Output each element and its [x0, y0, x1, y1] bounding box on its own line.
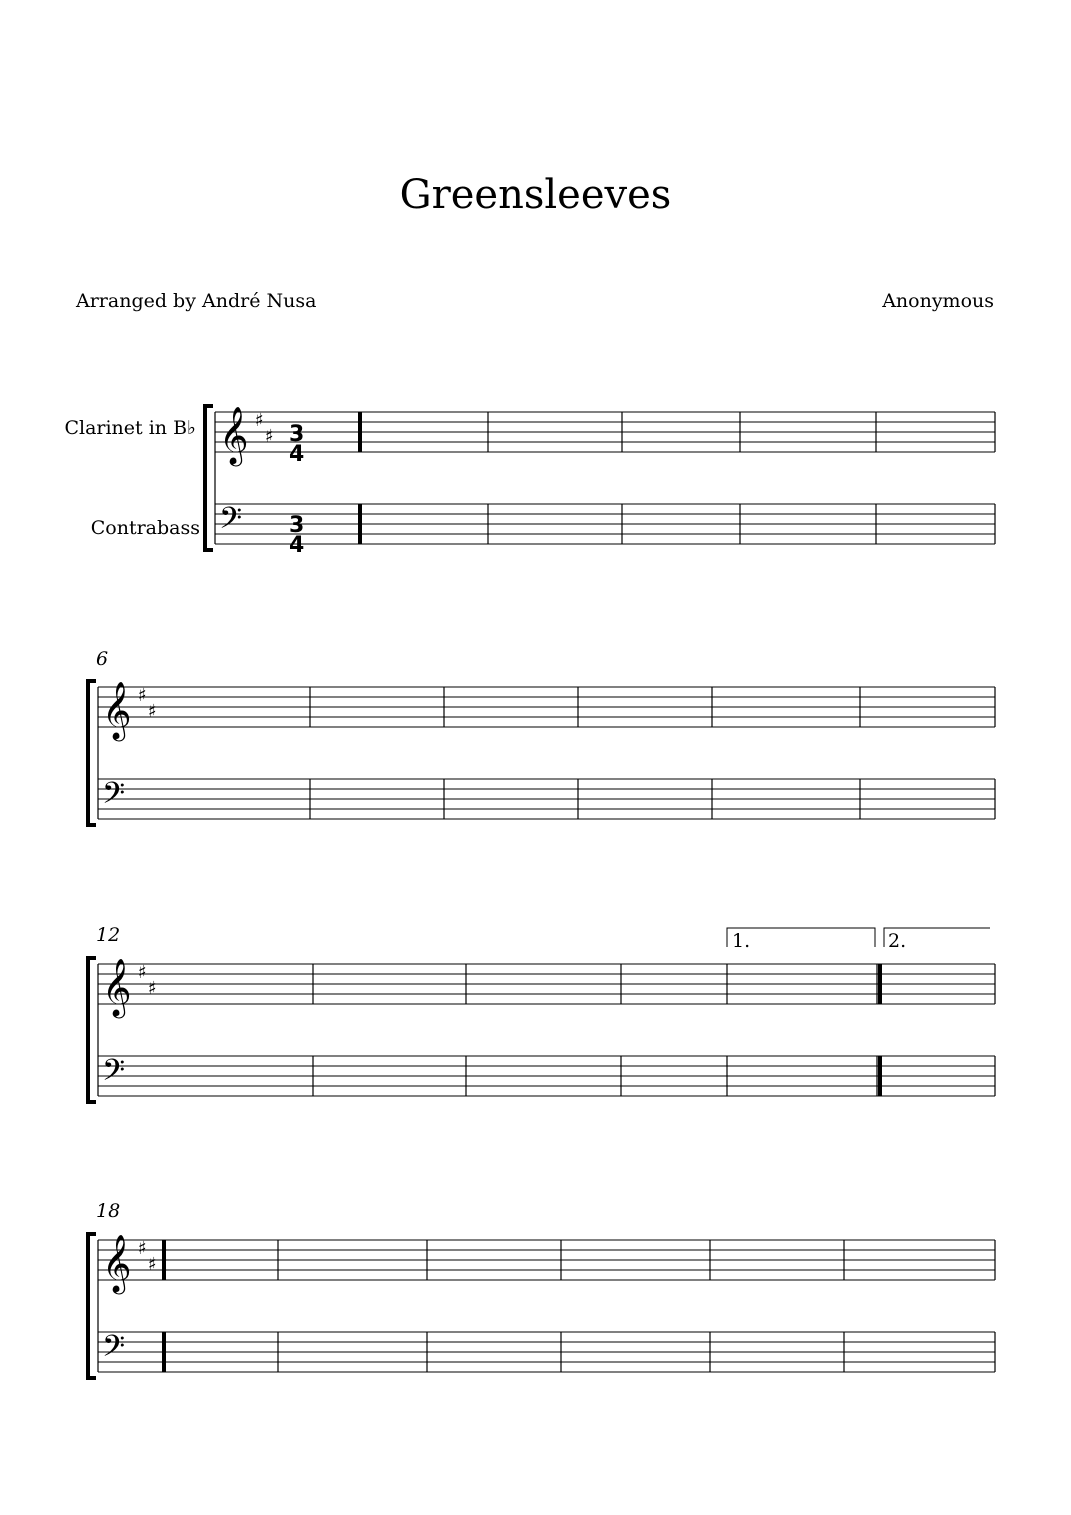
instrument-label-contrabass: Contrabass	[90, 517, 200, 539]
measure-number-18: 18	[96, 1200, 121, 1222]
treble-clef: 𝄞	[102, 1234, 132, 1292]
bass-clef: 𝄢	[102, 1054, 126, 1095]
key-sharp-c: ♯	[148, 978, 157, 999]
key-sharp-c: ♯	[148, 1254, 157, 1275]
time-signature-bottom-contrabass: 4	[289, 533, 305, 558]
measure-number-6: 6	[96, 648, 109, 670]
key-sharp-f: ♯	[138, 962, 147, 983]
bass-clef: 𝄢	[219, 502, 243, 543]
composer-credit: Anonymous	[882, 290, 994, 312]
key-sharp-c: ♯	[148, 701, 157, 722]
bass-clef: 𝄢	[102, 777, 126, 818]
score-systems	[88, 406, 995, 1378]
repeat-barline-thick	[878, 964, 882, 1004]
first-ending-label: 1.	[732, 930, 751, 952]
repeat-barline-thick	[878, 1056, 882, 1096]
arranger-credit: Arranged by André Nusa	[76, 290, 317, 312]
key-sharp-f: ♯	[138, 1238, 147, 1259]
time-signature-top-clarinet: 3	[289, 422, 305, 447]
repeat-barline-thick	[162, 1332, 166, 1372]
page-title: Greensleeves	[399, 172, 672, 218]
system-bracket	[88, 1234, 96, 1378]
bass-clef: 𝄢	[102, 1330, 126, 1371]
key-sharp-f: ♯	[138, 685, 147, 706]
key-sharp-f: ♯	[255, 410, 264, 431]
system-bracket	[205, 406, 213, 550]
measure-number-12: 12	[96, 924, 121, 946]
treble-clef: 𝄞	[219, 406, 249, 464]
second-ending-label: 2.	[888, 930, 907, 952]
repeat-barline-thick	[358, 504, 362, 544]
time-signature-bottom-clarinet: 4	[289, 442, 305, 467]
repeat-barline-thick	[162, 1240, 166, 1280]
first-ending-bracket	[727, 928, 875, 947]
key-sharp-c: ♯	[265, 426, 274, 447]
treble-clef: 𝄞	[102, 958, 132, 1016]
system-bracket	[88, 958, 96, 1102]
second-ending-bracket	[884, 928, 990, 947]
treble-clef: 𝄞	[102, 681, 132, 739]
system-bracket	[88, 681, 96, 825]
time-signature-top-contrabass: 3	[289, 513, 305, 538]
instrument-label-clarinet: Clarinet in B♭	[64, 417, 196, 439]
repeat-barline-thick	[358, 412, 362, 452]
